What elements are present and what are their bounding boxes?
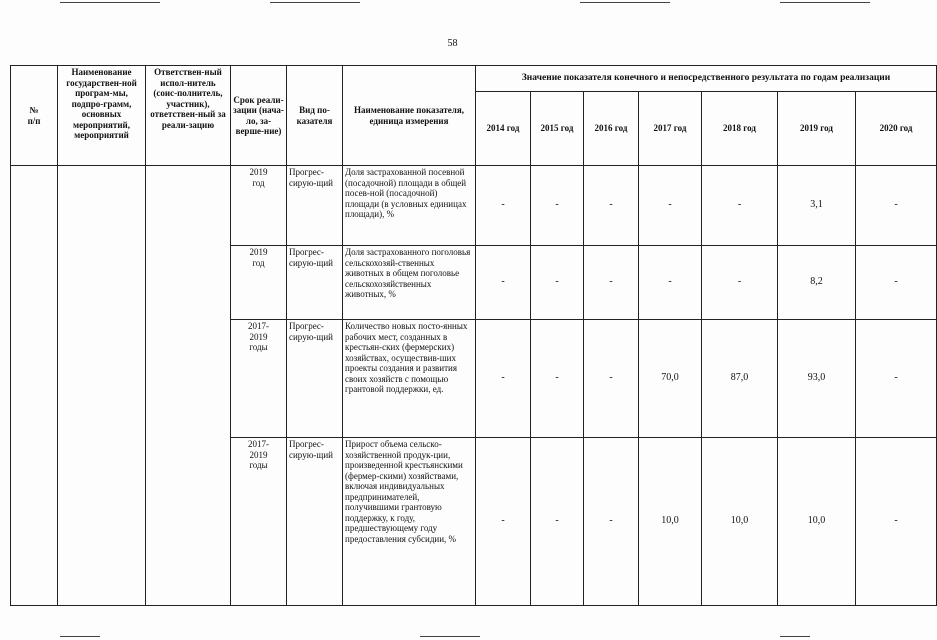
cell-value: 10,0 — [702, 438, 778, 606]
cell-value: - — [531, 320, 584, 438]
cell-value: 10,0 — [639, 438, 702, 606]
cell-type: Прогрес-сирую-щий — [287, 246, 343, 320]
header-responsible: Ответствен-ный испол-нитель (соис-полнитель, участник), ответствен-ный за реали-зацию — [146, 66, 231, 166]
cell-value: - — [476, 320, 531, 438]
cell-value: - — [476, 246, 531, 320]
header-year-2018: 2018 год — [702, 92, 778, 166]
header-year-2016: 2016 год — [584, 92, 639, 166]
cell-indicator: Количество новых посто-янных рабочих мест, созданных в крестьян-ских (фермерских) хозяйствах, осуществив-ших проекты создания и развития своих хозяйств с помощью грантовой поддержки, ед. — [343, 320, 476, 438]
cell-term: 2019 год — [231, 246, 287, 320]
header-values-group: Значение показателя конечного и непосредственного результата по годам реализации — [476, 66, 937, 92]
header-year-2020: 2020 год — [856, 92, 937, 166]
top-edge-line — [270, 2, 360, 3]
header-indicator: Наименование показателя, единица измерения — [343, 66, 476, 166]
header-year-2017: 2017 год — [639, 92, 702, 166]
cell-value: 10,0 — [778, 438, 856, 606]
cell-term: 2019 год — [231, 166, 287, 246]
cell-indicator: Доля застрахованного поголовья сельскохозяй-ственных животных в общем поголовье сельскохозяйственных животных, % — [343, 246, 476, 320]
header-type: Вид по-казателя — [287, 66, 343, 166]
cell-value: 70,0 — [639, 320, 702, 438]
cell-value: - — [856, 166, 937, 246]
cell-value: - — [639, 166, 702, 246]
cell-value: - — [584, 320, 639, 438]
top-edge-line — [580, 2, 670, 3]
header-year-2015: 2015 год — [531, 92, 584, 166]
bottom-edge-line — [60, 636, 100, 637]
cell-value: 8,2 — [778, 246, 856, 320]
cell-type: Прогрес-сирую-щий — [287, 320, 343, 438]
cell-type: Прогрес-сирую-щий — [287, 166, 343, 246]
top-edge-line — [780, 2, 870, 3]
cell-value: - — [584, 438, 639, 606]
cell-indicator: Доля застрахованной посевной (посадочной) площади в общей посев-ной (посадочной) площади (в условных единицах площади), % — [343, 166, 476, 246]
cell-program-empty — [58, 166, 146, 606]
cell-value: 3,1 — [778, 166, 856, 246]
bottom-edge-line — [780, 636, 810, 637]
header-term: Срок реали-зации (нача-ло, за-верше-ние) — [231, 66, 287, 166]
cell-value: - — [856, 246, 937, 320]
cell-type: Прогрес-сирую-щий — [287, 438, 343, 606]
cell-term: 2017- 2019 годы — [231, 320, 287, 438]
cell-value: - — [584, 166, 639, 246]
cell-value: - — [702, 246, 778, 320]
bottom-edge-line — [420, 636, 480, 637]
cell-value: - — [702, 166, 778, 246]
cell-value: - — [856, 320, 937, 438]
cell-value: - — [639, 246, 702, 320]
cell-value: - — [531, 166, 584, 246]
cell-indicator: Прирост объема сельско-хозяйственной продук-ции, произведенной крестьянскими (фермер-скими) хозяйствами, включая индивидуальных предпринимателей, получившими грантовую поддержку, к году, предшествующему году предоставления субсидии, % — [343, 438, 476, 606]
cell-value: 93,0 — [778, 320, 856, 438]
cell-value: - — [856, 438, 937, 606]
cell-responsible-empty — [146, 166, 231, 606]
cell-value: - — [531, 246, 584, 320]
header-year-2019: 2019 год — [778, 92, 856, 166]
cell-term: 2017- 2019 годы — [231, 438, 287, 606]
cell-value: - — [476, 438, 531, 606]
cell-value: - — [584, 246, 639, 320]
cell-value: 87,0 — [702, 320, 778, 438]
indicators-table — [10, 65, 937, 606]
table-row — [11, 166, 937, 246]
header-year-2014: 2014 год — [476, 92, 531, 166]
cell-no-empty — [11, 166, 58, 606]
cell-value: - — [476, 166, 531, 246]
cell-value: - — [531, 438, 584, 606]
top-edge-line — [60, 2, 160, 3]
page-number: 58 — [447, 38, 458, 49]
header-no: № п/п — [11, 66, 58, 166]
header-program: Наименование государствен-ной програм-мы, подпро-грамм, основных мероприятий, мероприятий — [58, 66, 146, 166]
